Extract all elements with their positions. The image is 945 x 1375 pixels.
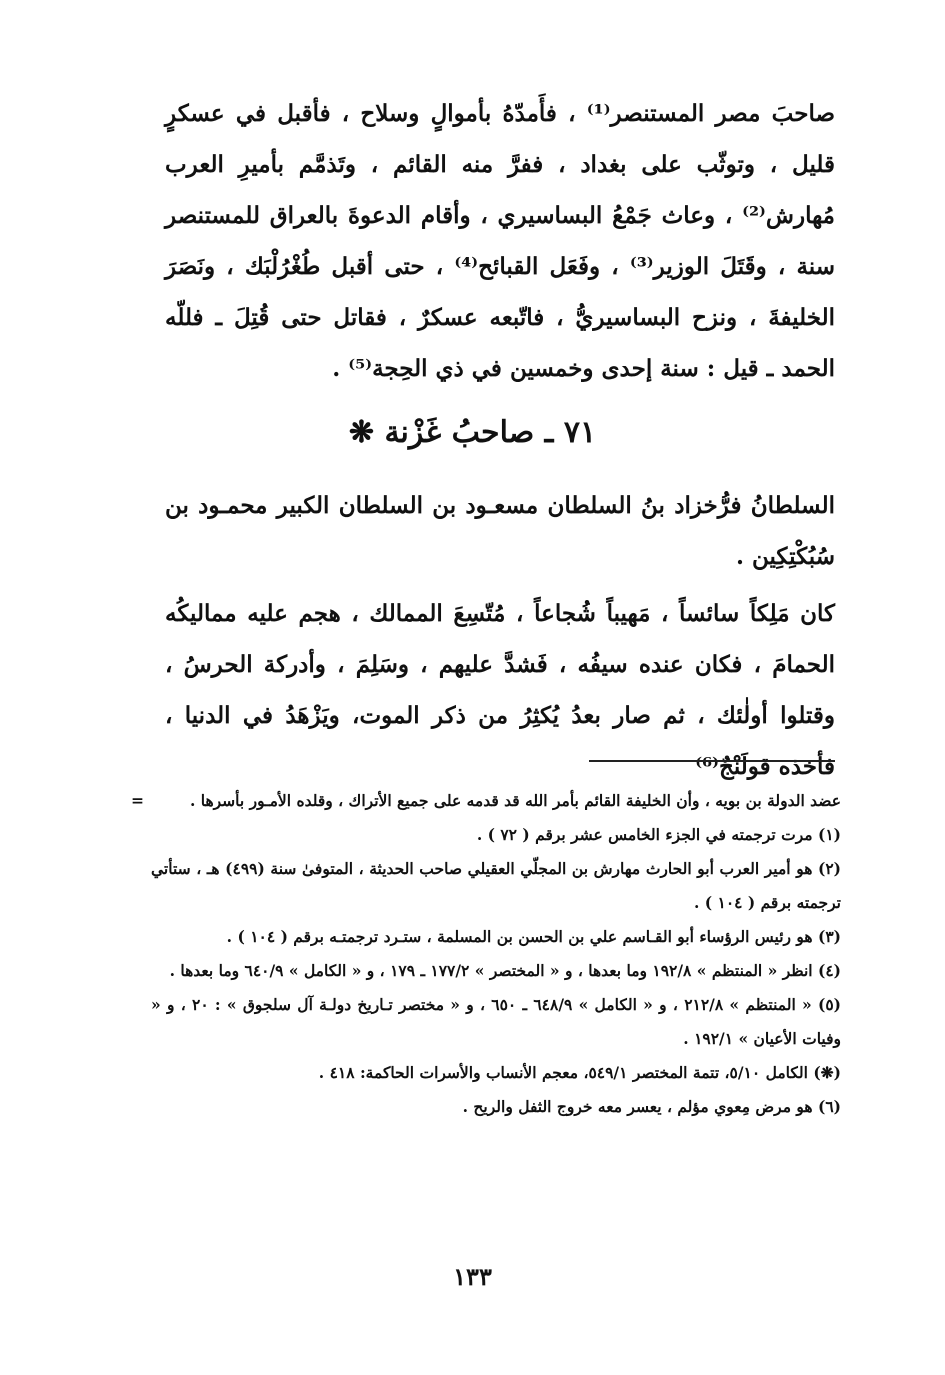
section-heading: ٧١ ـ صاحبُ غَزْنة ❋ [348,415,597,450]
footnote-4: (٤) انظر « المنتظم » ١٩٢/٨ وما بعدها ، و « المختصر » ١٧٧/٢ ـ ١٧٩ ، و « الكامل » ٦٤٠/٩ وما بعدها . [169,961,841,980]
footnote-5: (٥) « المنتظم » ٢١٢/٨ ، و « الكامل » ٦٤٨/٩ ـ ٦٥٠ ، و « مختصر تـاريخ دولـة آل سلجوق » : ٢٠ ، و « وفيات الأعيان » ١٩٢/١ . [151,995,841,1048]
paragraph-text: كان مَلِكاً سائساً ، مَهيباً شُجاعاً ، مُتّسِعَ الممالك ، هجم عليه مماليكُه الحمامَ ، فكان عنده سيفُه ، فَشدَّ عليهم ، وسَلِمَ ، وأدركة الحرسُ ، وقتلوا أولٰئك ، ثم صار بعدُ يُكثِرُ من ذكر الموت، ويَزْهَدُ في الدنيا ، فأخذه قولَنْجٌ⁽⁶⁾ [165,600,835,780]
footnotes-section [131,784,841,1124]
paragraph-text: صاحبَ مصر المستنصر⁽¹⁾ ، فأَمدّهُ بأموالٍ وسلاح ، فأقبل في عسكرٍ قليل ، وتوثّب على بغداد ، ففرَّ منه القائم ، وتَذمَّم بأميرِ العرب مُهارش⁽²⁾ ، وعاث جَمْعُ البساسيري ، وأقام الدعوةَ بالعراق للمستنصر سنة ، وقَتَلَ الوزير⁽³⁾ ، وفَعَل القبائح⁽⁴⁾ ، حتى أقبل طُغْرُلْبَك ، ونَصَرَ الخليفةَ ، ونزح البساسيريُّ ، فاتّبعه عسكرٌ ، فقاتل حتى قُتِلَ ـ فللّه الحمد ـ قيل : سنة إحدى وخمسين في ذي الحِجة⁽⁵⁾ . [165,100,835,382]
continuation-marker: = [131,791,144,810]
footnote-3: (٣) هو رئيس الرؤساء أبو القـاسم علي بن الحسن بن المسلمة ، ستـرد ترجمتـه برقم ( ١٠٤ ) . [226,927,841,946]
footnote-star: (❋) الكامل ٥/١٠، تتمة المختصر ٥٤٩/١، معجم الأنساب والأسرات الحاكمة: ٤١٨ . [318,1063,841,1082]
footnote-continuation [131,784,841,818]
body-paragraph-2 [165,480,835,582]
footnote-1: (١) مرت ترجمته في الجزء الخامس عشر برقم ( ٧٢ ) . [476,825,841,844]
body-paragraph-1 [165,88,835,394]
paragraph-text: السلطانُ فرُّخزاد بنُ السلطان مسعـود بن السلطان الكبير محمـود بن سُبُكْتِكِين . [165,492,835,570]
footnote-divider [589,760,835,762]
footnote-6: (٦) هو مرض مِعوي مؤلم ، يعسر معه خروج الثفل والريح . [462,1097,841,1116]
footnote-2: (٢) هو أمير العرب أبو الحارث مهارش بن المجلّي العقيلي صاحب الحديثة ، المتوفىٰ سنة (٤٩٩) هـ ، ستأتي ترجمته برقم ( ١٠٤ ) . [151,859,841,912]
page-number: ١٣٣ [453,1262,492,1291]
footnote-text: عضد الدولة بن بويه ، وأن الخليفة القائم بأمر الله قد قدمه على جميع الأتراك ، وقلده الأمـور بأسرها . [189,791,841,810]
